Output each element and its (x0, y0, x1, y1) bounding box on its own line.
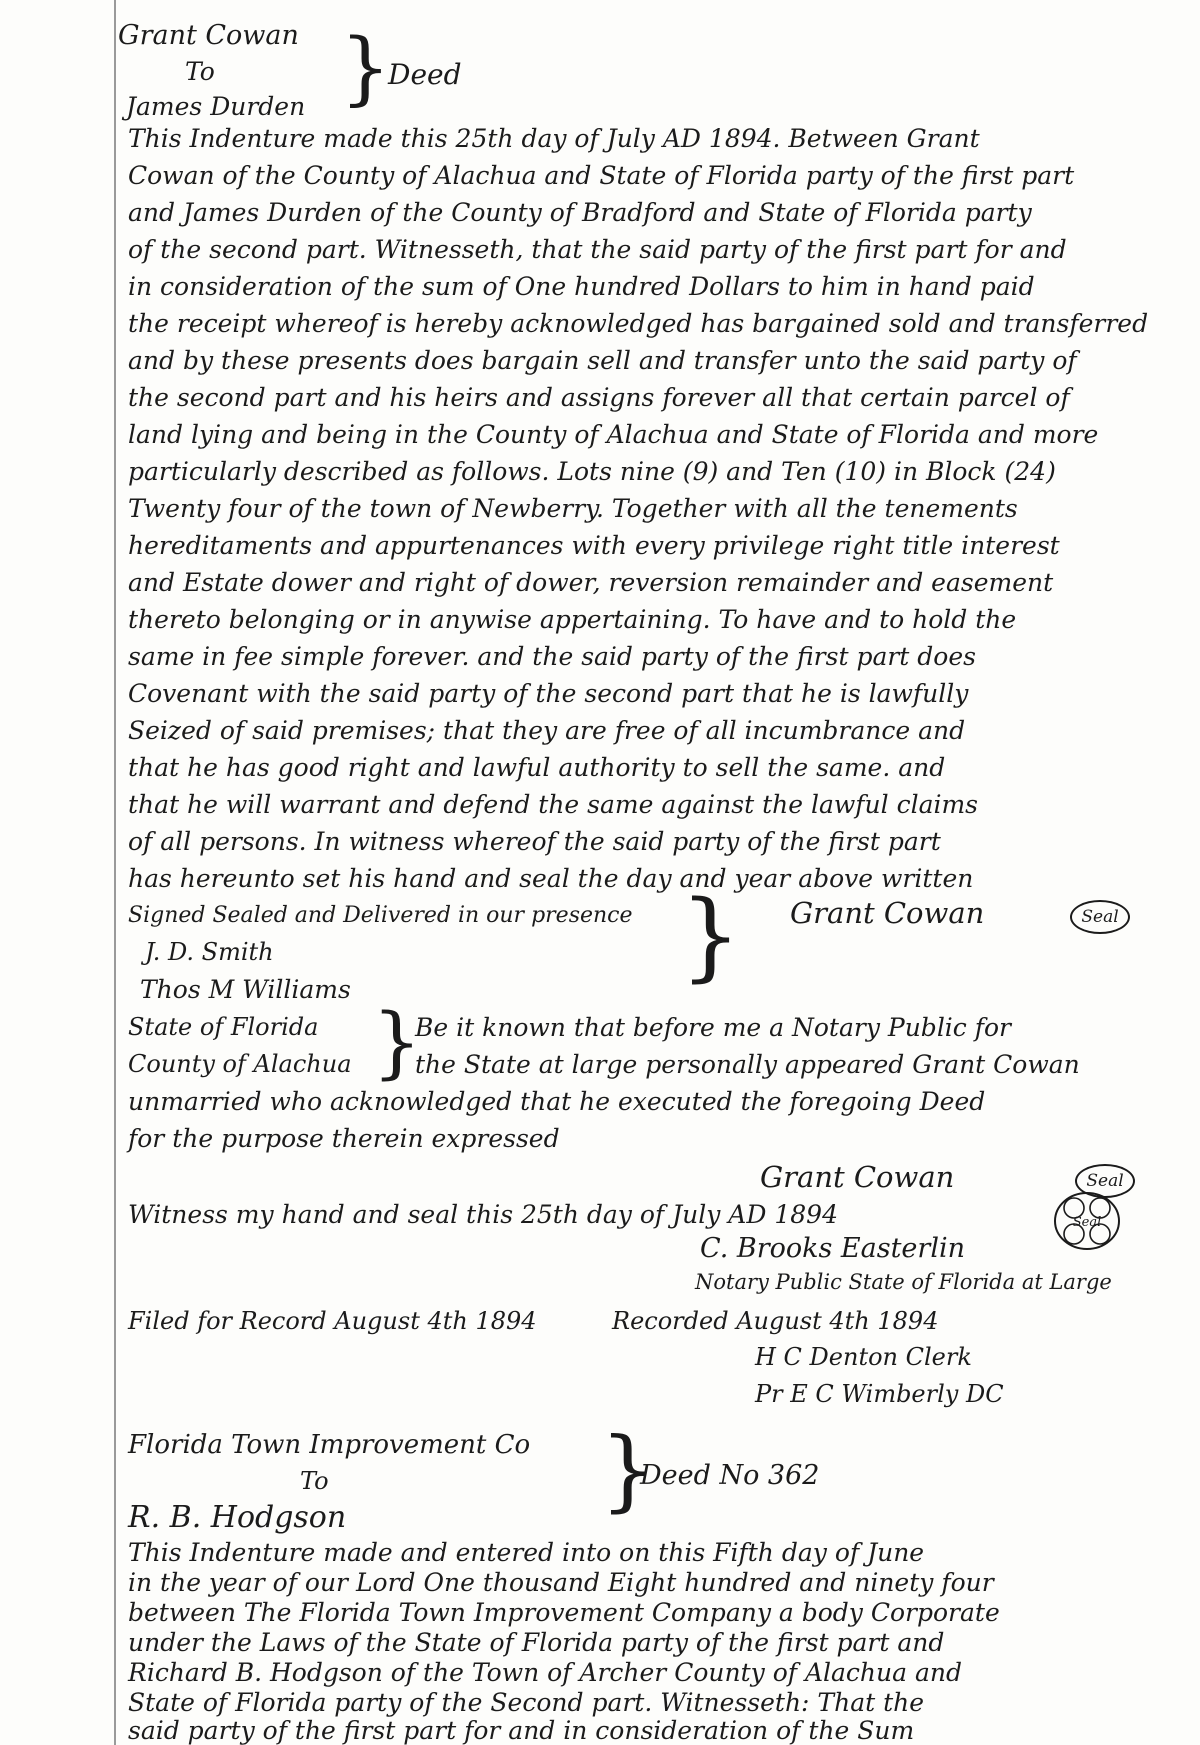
deed1-body-line: Covenant with the said party of the second part that he is lawfully (128, 679, 969, 708)
deed1-body-line: This Indenture made this 25th day of July AD 1894. Between Grant (128, 124, 980, 153)
deed1-header-brace: } (340, 21, 391, 114)
deed2-header-to: To (300, 1467, 329, 1495)
deed1-body-line: the receipt whereof is hereby acknowledged has bargained sold and transferred (128, 309, 1149, 338)
deed1-body-line: hereditaments and appurtenances with every privilege right title interest (128, 531, 1060, 560)
deed1-header-to: To (185, 57, 215, 86)
witness-1: J. D. Smith (145, 938, 274, 966)
deed1-body-line: same in fee simple forever. and the said party of the first part does (128, 642, 976, 671)
grantor-seal (1070, 900, 1130, 934)
deed1-header-grantee: James Durden (126, 92, 306, 121)
deed1-body-line: the second part and his heirs and assigns forever all that certain parcel of (128, 383, 1070, 412)
deed2-body-line: in the year of our Lord One thousand Eight hundred and ninety four (128, 1568, 994, 1597)
deed1-body-line: Seized of said premises; that they are free of all incumbrance and (128, 716, 966, 745)
deed1-body-line: particularly described as follows. Lots nine (9) and Ten (10) in Block (24) (128, 457, 1056, 486)
ack-line: the State at large personally appeared Grant Cowan (415, 1050, 1080, 1079)
deed1-body-line: land lying and being in the County of Alachua and State of Florida and more (128, 420, 1099, 449)
deed2-body-line: This Indenture made and entered into on this Fifth day of June (128, 1538, 925, 1567)
deed1-body-line: in consideration of the sum of One hundred Dollars to him in hand paid (128, 272, 1035, 301)
notary-seal-icon (1052, 1186, 1122, 1256)
deed2-body-line: Richard B. Hodgson of the Town of Archer County of Alachua and (128, 1658, 962, 1687)
witness-hand-line: Witness my hand and seal this 25th day of July AD 1894 (128, 1200, 838, 1229)
grantor-signature: Grant Cowan (790, 896, 985, 930)
deed2-header-brace: } (600, 1418, 656, 1521)
ack-state: State of Florida (128, 1013, 319, 1041)
witness-2: Thos M Williams (140, 975, 351, 1004)
ack-seal-label: Seal (1086, 1171, 1124, 1191)
ack-line: for the purpose therein expressed (128, 1124, 560, 1153)
deed1-header-type: Deed (388, 58, 462, 91)
deed1-body-line: and Estate dower and right of dower, reversion remainder and easement (128, 568, 1054, 597)
deed1-body-line: of all persons. In witness whereof the said party of the first part (128, 827, 941, 856)
deed1-body-line: has hereunto set his hand and seal the day and year above written (128, 864, 974, 893)
deed1-body-line: Twenty four of the town of Newberry. Together with all the tenements (128, 494, 1018, 523)
deed2-body-line: State of Florida party of the Second part. Witnesseth: That the (128, 1688, 925, 1717)
recorded-date: Recorded August 4th 1894 (612, 1307, 939, 1335)
deputy-clerk-signature: Pr E C Wimberly DC (755, 1380, 1004, 1408)
deed2-body-line: under the Laws of the State of Florida party of the first part and (128, 1628, 945, 1657)
ack-line: unmarried who acknowledged that he executed the foregoing Deed (128, 1087, 986, 1116)
clerk-signature: H C Denton Clerk (755, 1343, 972, 1371)
deed1-body-line: Cowan of the County of Alachua and State of Florida party of the first part (128, 161, 1075, 190)
deed1-body-line: of the second part. Witnesseth, that the said party of the first part for and (128, 235, 1067, 264)
deed1-body-line: and James Durden of the County of Bradford and State of Florida party (128, 198, 1032, 227)
notary-name: C. Brooks Easterlin (700, 1233, 965, 1264)
deed2-body-line: between The Florida Town Improvement Company a body Corporate (128, 1598, 1000, 1627)
witness-brace: } (680, 880, 742, 992)
notary-seal-label: Seal (1072, 1215, 1102, 1230)
deed2-header-grantor: Florida Town Improvement Co (128, 1430, 531, 1460)
notary-title: Notary Public State of Florida at Large (695, 1270, 1112, 1294)
left-margin-rule (114, 0, 116, 1745)
ack-county: County of Alachua (128, 1050, 352, 1078)
deed1-header-grantor: Grant Cowan (118, 20, 299, 51)
ack-signature: Grant Cowan (760, 1160, 955, 1194)
signed-sealed-line: Signed Sealed and Delivered in our presence (128, 903, 633, 928)
deed1-body-line: and by these presents does bargain sell and transfer unto the said party of (128, 346, 1077, 375)
ack-brace: } (372, 998, 422, 1088)
grantor-seal-label: Seal (1081, 907, 1119, 927)
deed1-body-line: that he will warrant and defend the same against the lawful claims (128, 790, 978, 819)
deed1-body-line: that he has good right and lawful authority to sell the same. and (128, 753, 946, 782)
filed-for-record: Filed for Record August 4th 1894 (128, 1307, 537, 1335)
deed2-header-grantee: R. B. Hodgson (128, 1500, 347, 1535)
deed1-body-line: thereto belonging or in anywise appertaining. To have and to hold the (128, 605, 1017, 634)
ack-line: Be it known that before me a Notary Public for (415, 1013, 1012, 1042)
deed2-body-line: said party of the first part for and in consideration of the Sum (128, 1716, 915, 1745)
deed2-header-type: Deed No 362 (640, 1460, 820, 1491)
